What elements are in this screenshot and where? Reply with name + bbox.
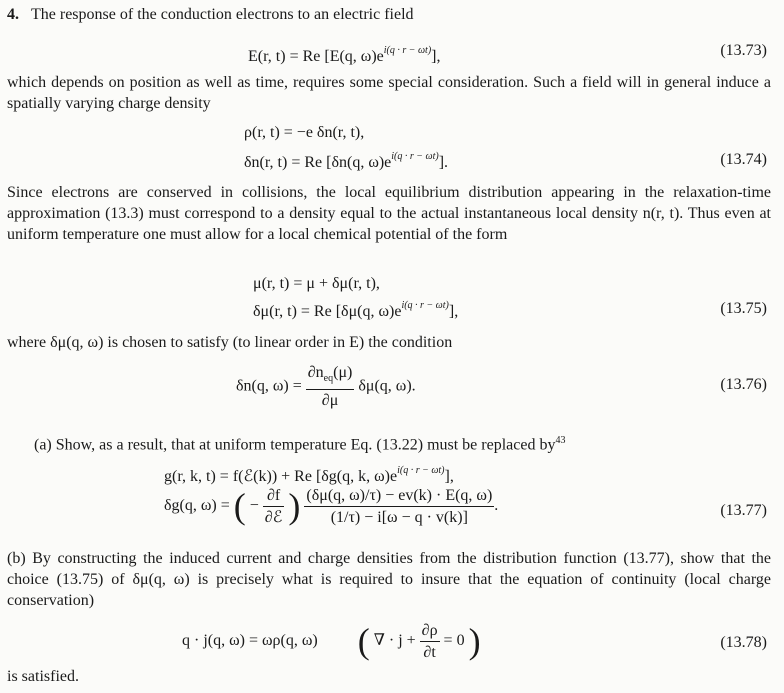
eq-13-78-numerator: ∂ρ xyxy=(421,622,438,639)
paragraph-2: Since electrons are conserved in collisions, the local equilibrium distribution appearing in the relaxation-time approximation (13.3) must correspond to a density equal to the actual instantaneous local density n(r, t). Thus even at uniform temperature one must allow for a local chemical potential of the form xyxy=(7,184,771,243)
eq-13-76-number: (13.76) xyxy=(720,376,767,393)
paragraph-1: which depends on position as well as time, requires some special consideration. Such a field will in general induce a spatially varying charge density xyxy=(7,74,771,112)
eq-13-77-fraction xyxy=(304,485,494,528)
part-a-text: (a) Show, as a result, that at uniform temperature Eq. (13.22) must be replaced by xyxy=(34,436,556,454)
eq-13-77-exponent: i(q · r − ωt) xyxy=(397,465,445,476)
eq-13-75-close: ], xyxy=(448,303,459,320)
eq-13-78-rhs-b: = 0 xyxy=(443,632,465,650)
problem-heading xyxy=(7,4,414,25)
eq-13-77-tail: . xyxy=(494,497,499,515)
eq-13-75-number: (13.75) xyxy=(720,300,767,317)
minus-sign: − xyxy=(249,497,259,515)
eq-13-75-body: δμ(r, t) = Re [δμ(q, ω)e xyxy=(253,303,402,320)
eq-13-76-denominator: ∂μ xyxy=(306,389,355,411)
right-paren: ) xyxy=(288,486,301,526)
eq-13-78-rhs-a: ∇ · j + xyxy=(373,632,416,650)
eq-13-78-fraction xyxy=(420,620,440,663)
eq-13-77-line-2-lhs: δg(q, ω) = xyxy=(164,497,230,515)
problem-intro: The response of the conduction electrons to an electric field xyxy=(31,6,414,23)
equation-13-73 xyxy=(248,40,441,67)
eq-13-76-numerator: ∂n xyxy=(307,364,324,381)
part-a xyxy=(34,430,774,455)
problem-number: 4. xyxy=(7,6,19,23)
eq-13-76-lhs: δn(q, ω) = xyxy=(236,377,302,395)
eq-13-73-body: E(r, t) = Re [E(q, ω)e xyxy=(248,48,384,65)
equation-13-74-line-2 xyxy=(244,146,448,173)
eq-13-76-fraction xyxy=(306,362,355,411)
eq-13-73-close: ], xyxy=(431,48,441,65)
eq-13-78-number: (13.78) xyxy=(720,634,767,651)
equation-13-77-line-1 xyxy=(164,460,454,487)
closing-text: is satisfied. xyxy=(7,668,79,685)
paragraph-3: where δμ(q, ω) is chosen to satisfy (to linear order in E) the condition xyxy=(7,334,453,351)
eq-13-76-rhs: δμ(q, ω). xyxy=(358,377,416,395)
eq-13-75-exponent: i(q · r − ωt) xyxy=(401,300,449,311)
eq-13-78-left-paren: ( xyxy=(357,621,370,661)
equation-13-75-line-2 xyxy=(253,295,458,322)
eq-13-73-number: (13.73) xyxy=(720,42,767,59)
eq-13-77-denominator: (1/τ) − i[ω − q · v(k)] xyxy=(304,506,494,528)
eq-13-77-number: (13.77) xyxy=(720,502,767,519)
equation-13-75-line-1: μ(r, t) = μ + δμ(r, t), xyxy=(253,275,380,292)
eq-13-77-derivative xyxy=(263,485,285,528)
eq-13-76-subscript: eq xyxy=(323,373,334,385)
eq-13-74-close: ]. xyxy=(438,154,449,171)
eq-13-73-exponent: i(q · r − ωt) xyxy=(383,45,432,56)
left-paren: ( xyxy=(233,486,246,526)
eq-13-77-line-1-close: ], xyxy=(444,468,454,485)
equation-13-76 xyxy=(236,362,416,411)
eq-13-77-derivative-den: ∂ℰ xyxy=(263,506,285,528)
equation-13-78 xyxy=(182,620,481,663)
eq-13-74-body: δn(r, t) = Re [δn(q, ω)e xyxy=(244,154,392,171)
equation-13-74-line-1: ρ(r, t) = −e δn(r, t), xyxy=(244,124,365,141)
eq-13-77-derivative-num: ∂f xyxy=(266,487,281,504)
eq-13-76-numerator-tail: (μ) xyxy=(333,364,353,381)
eq-13-78-right-paren: ) xyxy=(468,621,481,661)
equation-13-77-line-2 xyxy=(164,485,498,528)
eq-13-74-exponent: i(q · r − ωt) xyxy=(391,151,439,162)
eq-13-74-number: (13.74) xyxy=(720,151,767,168)
eq-13-77-numerator: (δμ(q, ω)/τ) − ev(k) · E(q, ω) xyxy=(306,487,493,504)
eq-13-78-denominator: ∂t xyxy=(420,641,440,663)
part-b: (b) By constructing the induced current and charge densities from the distribution function (13.77), show that the choice (13.75) of δμ(q, ω) is precisely what is required to insure that the equation of continuity (local charge conservation) xyxy=(7,550,771,609)
footnote-marker: 43 xyxy=(555,435,566,446)
eq-13-77-line-1-body: g(r, k, t) = f(ℰ(k)) + Re [δg(q, k, ω)e xyxy=(164,468,398,485)
eq-13-78-lhs: q · j(q, ω) = ωρ(q, ω) xyxy=(182,632,318,650)
